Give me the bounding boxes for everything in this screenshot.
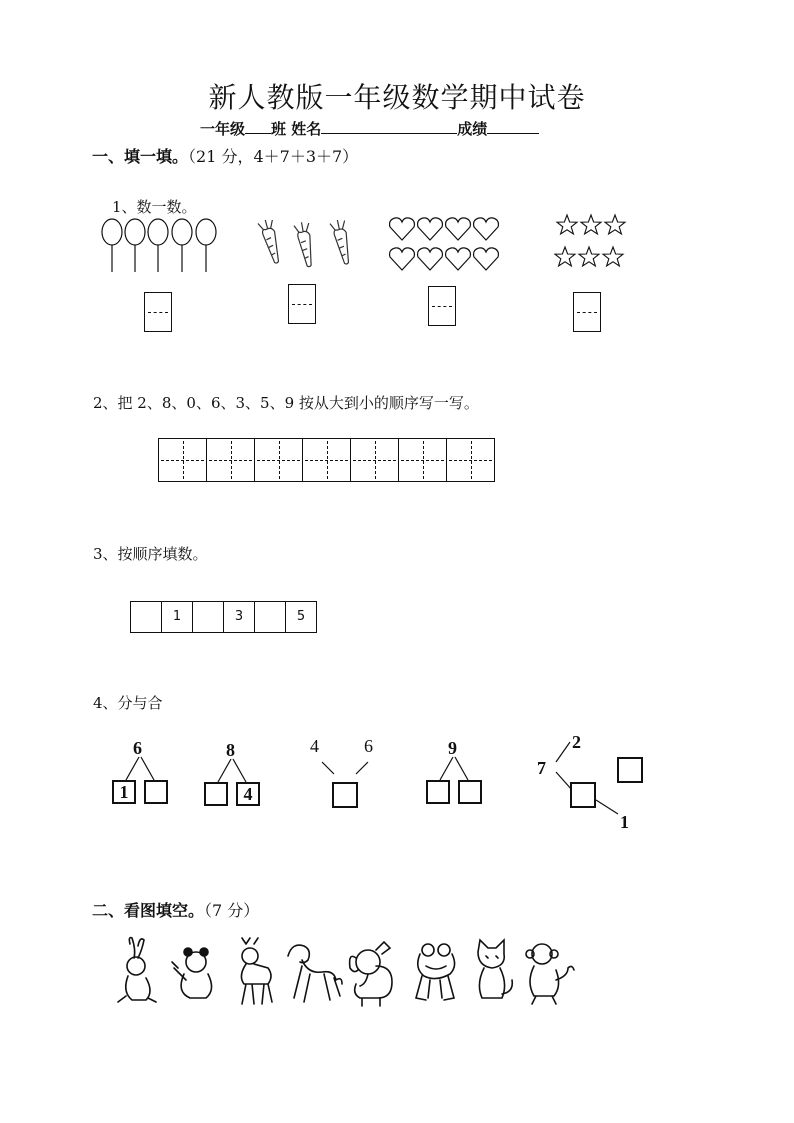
stars-picture: [554, 212, 634, 270]
split-8-top: 8: [226, 740, 235, 760]
tree-part1: 2: [572, 732, 581, 752]
writing-cell[interactable]: [399, 439, 447, 481]
section-1-points: （21 分，4＋7＋3＋7）: [188, 147, 359, 166]
sequence-cell: 1: [162, 602, 193, 632]
class-label: 班: [271, 120, 287, 138]
combine-b: 6: [364, 736, 373, 756]
name-label: 姓名: [291, 120, 322, 138]
writing-cell[interactable]: [303, 439, 351, 481]
class-blank[interactable]: [245, 119, 271, 134]
split-9-right-box[interactable]: [458, 780, 482, 804]
q1-label: 1、数一数。: [112, 198, 197, 216]
animals-picture: [106, 936, 576, 1012]
split-8-left-box[interactable]: [204, 782, 228, 806]
split-6-lines: [120, 756, 160, 782]
sequence-cell[interactable]: [193, 602, 224, 632]
student-info-line: [200, 118, 539, 139]
split-9-top: 9: [448, 738, 457, 758]
combine-answer-box[interactable]: [332, 782, 358, 808]
sequence-cell[interactable]: [131, 602, 162, 632]
split-8-right-box: 4: [236, 782, 260, 806]
answer-box-carrots[interactable]: [288, 284, 316, 324]
writing-cell[interactable]: [351, 439, 399, 481]
tree-part2: 1: [620, 812, 629, 832]
page-title: 新人教版一年级数学期中试卷: [208, 81, 586, 114]
sequence-cell[interactable]: [255, 602, 286, 632]
sequence-cell: 5: [296, 609, 306, 624]
split-8-lines: [212, 758, 252, 784]
q3-label: 3、按顺序填数。: [93, 545, 208, 563]
score-blank[interactable]: [487, 119, 539, 134]
q2-label: 2、把 2、8、0、6、3、5、9 按从大到小的顺序写一写。: [93, 394, 479, 412]
writing-cell[interactable]: [447, 439, 494, 481]
answer-box-hearts[interactable]: [428, 286, 456, 326]
grade-label: 一年级: [200, 120, 246, 138]
answer-box-stars[interactable]: [573, 292, 601, 332]
tree-answer-box-b[interactable]: [617, 757, 643, 783]
sequence-row: [130, 601, 317, 633]
hearts-picture: [386, 216, 502, 274]
split-9-lines: [434, 756, 474, 782]
writing-cell[interactable]: [255, 439, 303, 481]
section-1-heading: [92, 144, 358, 167]
name-blank[interactable]: [321, 119, 457, 134]
carrots-picture: [248, 220, 358, 270]
split-6-left-box: 1: [112, 780, 136, 804]
combine-a: 4: [310, 736, 319, 756]
split-6-top: 6: [133, 738, 142, 758]
combine-lines: [316, 760, 376, 782]
score-label: 成绩: [457, 120, 488, 138]
section-2-heading: [92, 898, 259, 921]
writing-cell[interactable]: [159, 439, 207, 481]
balloons-picture: [100, 214, 222, 274]
q4-label: 4、分与合: [93, 694, 163, 712]
split-9-left-box[interactable]: [426, 780, 450, 804]
section-1-title: 一、填一填。: [92, 147, 189, 166]
rabbit-icon: [118, 938, 156, 1002]
section-2-points: （7 分）: [204, 901, 260, 920]
section-2-title: 二、看图填空。: [92, 901, 205, 920]
writing-cell[interactable]: [207, 439, 255, 481]
tree-answer-box-a[interactable]: [570, 782, 596, 808]
answer-box-balloons[interactable]: [144, 292, 172, 332]
tree-whole: 7: [537, 758, 546, 778]
split-6-right-box[interactable]: [144, 780, 168, 804]
sequence-cell: 3: [224, 602, 255, 632]
order-writing-grid: [158, 438, 495, 482]
